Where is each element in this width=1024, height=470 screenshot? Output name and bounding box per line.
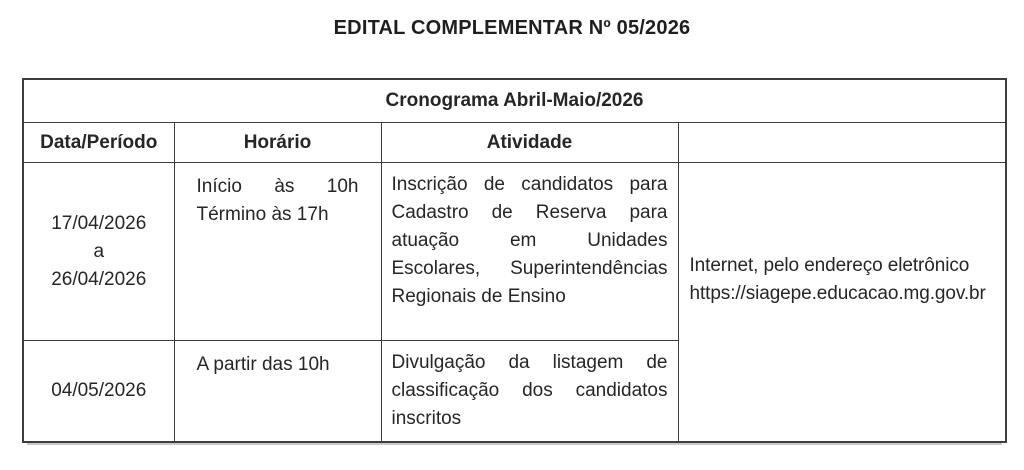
cronograma-table — [22, 78, 1007, 443]
cell-atividade-inscricao: Inscrição de candidatos para Cadastro de Reserva para atuação em Unidades Escolares, Superintendências Regionais de Ensino — [381, 163, 678, 341]
header-data-periodo: Data/Período — [23, 123, 174, 163]
header-empty — [678, 123, 1006, 163]
table-caption: Cronograma Abril-Maio/2026 — [23, 79, 1006, 123]
horario-inicio: Início às 10h — [196, 176, 359, 197]
cell-meio-acesso — [678, 163, 1006, 443]
header-atividade: Atividade — [381, 123, 678, 163]
cell-horario-inscricao — [174, 163, 381, 341]
table-caption-row — [23, 79, 1006, 123]
periodo-data: 04/05/2026 — [51, 380, 147, 401]
periodo-line-start: 17/04/2026 — [51, 212, 147, 234]
document-title: EDITAL COMPLEMENTAR Nº 05/2026 — [333, 17, 691, 39]
cell-horario-divulgacao — [174, 341, 381, 443]
table-header-row — [23, 123, 1006, 163]
cell-atividade-divulgacao: Divulgação da listagem de classificação dos candidatos inscritos — [381, 341, 678, 443]
periodo-line-end: 26/04/2026 — [51, 268, 147, 290]
cell-periodo-divulgacao — [23, 341, 174, 443]
acesso-descricao: Internet, pelo endereço eletrônico — [689, 254, 970, 276]
table-row-inscricao — [23, 163, 1006, 341]
horario-termino: Término às 17h — [196, 204, 329, 225]
periodo-line-connector: a — [93, 240, 105, 262]
siagepe-url: https://siagepe.educacao.mg.gov.br — [689, 282, 986, 304]
horario-partir: A partir das 10h — [196, 354, 330, 375]
cell-periodo-inscricao — [23, 163, 174, 341]
header-horario: Horário — [174, 123, 381, 163]
